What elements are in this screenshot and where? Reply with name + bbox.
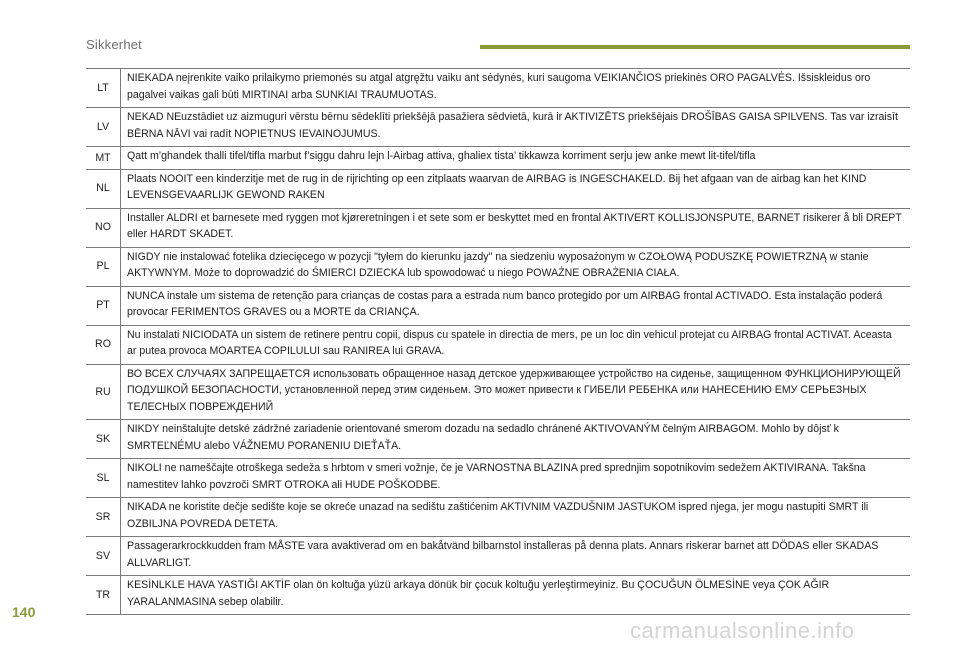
section-title: Sikkerhet bbox=[86, 37, 142, 52]
warning-text: NEKAD NEuzstādiet uz aizmuguri vērstu bērnu sēdeklīti priekšējā pasažiera sēdvietā, kurā ir AKTIVIZĒTS priekšējais DROŠĪBAS GAISA SPILVENS. Tas var izraisīt BĒRNA NĀVI vai radīt NOPIETNUS IEVAINOJUMUS. bbox=[121, 108, 911, 147]
warning-text: NIKADA ne koristite dečje sedište koje se okreće unazad na sedištu zaštićenim AKTIVNIM VAZDUŠNIM JASTUKOM ispred njega, jer mogu nastupiti SMRT ili OZBILJNA POVREDA DETETA. bbox=[121, 498, 911, 537]
language-code: RU bbox=[86, 364, 121, 420]
warning-row-pt bbox=[86, 286, 910, 325]
warning-row-sk bbox=[86, 420, 910, 459]
warning-text: NIKOLI ne nameščajte otroškega sedeža s hrbtom v smeri vožnje, če je VARNOSTNA BLAZINA pred sprednjim sopotnikovim sedežem AKTIVIRANA. Takšna namestitev lahko povzroči SMRT OTROKA ali HUDE POŠKODBE. bbox=[121, 459, 911, 498]
warning-row-sr bbox=[86, 498, 910, 537]
warning-row-sv bbox=[86, 537, 910, 576]
airbag-warning-table bbox=[86, 68, 910, 615]
warning-row-lt bbox=[86, 69, 910, 108]
warning-text: Nu instalati NICIODATA un sistem de retinere pentru copii, dispus cu spatele in directia de mers, pe un loc din vehicul protejat cu AIRBAG frontal ACTIVAT. Aceasta ar putea provoca MOARTEA COPILULUI sau RANIREA lui GRAVA. bbox=[121, 325, 911, 364]
warning-row-ro bbox=[86, 325, 910, 364]
language-code: SR bbox=[86, 498, 121, 537]
warning-row-no bbox=[86, 208, 910, 247]
warning-row-ru bbox=[86, 364, 910, 420]
language-code: RO bbox=[86, 325, 121, 364]
warning-row-pl bbox=[86, 247, 910, 286]
warning-text: Installer ALDRI et barnesete med ryggen mot kjøreretningen i et sete som er beskyttet med en frontal AKTIVERT KOLLISJONSPUTE, BARNET risikerer å bli DREPT eller HARDT SKADET. bbox=[121, 208, 911, 247]
warning-text: KESİNLKLE HAVA YASTIĞI AKTİF olan ön koltuğa yüzü arkaya dönük bir çocuk koltuğu yerleştirmeyiniz. Bu ÇOCUĞUN ÖLMESİNE veya ÇOK AĞIR YARALANMASINA sebep olabilir. bbox=[121, 576, 911, 615]
language-code: PT bbox=[86, 286, 121, 325]
warning-text: Passagerarkrockkudden fram MÅSTE vara avaktiverad om en bakåtvänd bilbarnstol installeras på denna plats. Annars riskerar barnet att DÖDAS eller SKADAS ALLVARLIGT. bbox=[121, 537, 911, 576]
language-code: LT bbox=[86, 69, 121, 108]
page-number: 140 bbox=[12, 604, 36, 620]
language-code: PL bbox=[86, 247, 121, 286]
warning-text: NUNCA instale um sistema de retenção para crianças de costas para a estrada num banco protegido por um AIRBAG frontal ACTIVADO. Esta instalação poderá provocar FERIMENTOS GRAVES ou a MORTE da CRIANÇA. bbox=[121, 286, 911, 325]
language-code: MT bbox=[86, 147, 121, 170]
warning-table-body bbox=[86, 69, 910, 615]
language-code: SK bbox=[86, 420, 121, 459]
warning-text: NIEKADA neįrenkite vaiko prilaikymo priemonės su atgal atgręžtu vaiku ant sėdynės, kuri saugoma VEIKIANČIOS priekinės ORO PAGALVĖS. Išsiskleidus oro pagalvei vaikas gali būti MIRTINAI arba SUNKIAI TRAUMUOTAS. bbox=[121, 69, 911, 108]
language-code: SL bbox=[86, 459, 121, 498]
warning-text: NIKDY neinštalujte detské zádržné zariadenie orientované smerom dozadu na sedadlo chránené AKTIVOVANÝM čelným AIRBAGOM. Mohlo by dôjsť k SMRTEĽNÉMU alebo VÁŽNEMU PORANENIU DIEŤAŤA. bbox=[121, 420, 911, 459]
language-code: TR bbox=[86, 576, 121, 615]
warning-row-sl bbox=[86, 459, 910, 498]
warning-row-mt bbox=[86, 147, 910, 170]
warning-row-nl bbox=[86, 169, 910, 208]
language-code: NL bbox=[86, 169, 121, 208]
warning-text: Plaats NOOIT een kinderzitje met de rug in de rijrichting op een zitplaats waarvan de AIRBAG is INGESCHAKELD. Bij het afgaan van de airbag kan het KIND LEVENSGEVAARLIJK GEWOND RAKEN bbox=[121, 169, 911, 208]
warning-text: ВО ВСЕХ СЛУЧАЯХ ЗАПРЕЩАЕТСЯ использовать обращенное назад детское удерживающее устройство на сиденье, защищенном ФУНКЦИОНИРУЮЩЕЙ ПОДУШКОЙ БЕЗОПАСНОСТИ, установленной перед этим сиденьем. Это может привести к ГИБЕЛИ РЕБЕНКА или НАНЕСЕНИЮ ЕМУ СЕРЬЕЗНЫХ ТЕЛЕСНЫХ ПОВРЕЖДЕНИЙ bbox=[121, 364, 911, 420]
language-code: NO bbox=[86, 208, 121, 247]
language-code: LV bbox=[86, 108, 121, 147]
warning-row-tr bbox=[86, 576, 910, 615]
warning-text: NIGDY nie instalować fotelika dziecięcego w pozycji "tyłem do kierunku jazdy" na siedzeniu wyposażonym w CZOŁOWĄ PODUSZKĘ POWIETRZNĄ w stanie AKTYWNYM. Może to doprowadzić do ŚMIERCI DZIECKA lub spowodować u niego POWAŻNE OBRAŻENIA CIAŁA. bbox=[121, 247, 911, 286]
warning-row-lv bbox=[86, 108, 910, 147]
language-code: SV bbox=[86, 537, 121, 576]
watermark-text: carmanualsonline.info bbox=[630, 618, 855, 643]
header-accent-bar bbox=[480, 45, 910, 49]
warning-text: Qatt m’ghandek thalli tifel/tifla marbut f’siggu dahru lejn l-Airbag attiva, ghaliex tista’ tikkawza korriment serju jew anke mewt lit-tifel/tifla bbox=[121, 147, 911, 170]
